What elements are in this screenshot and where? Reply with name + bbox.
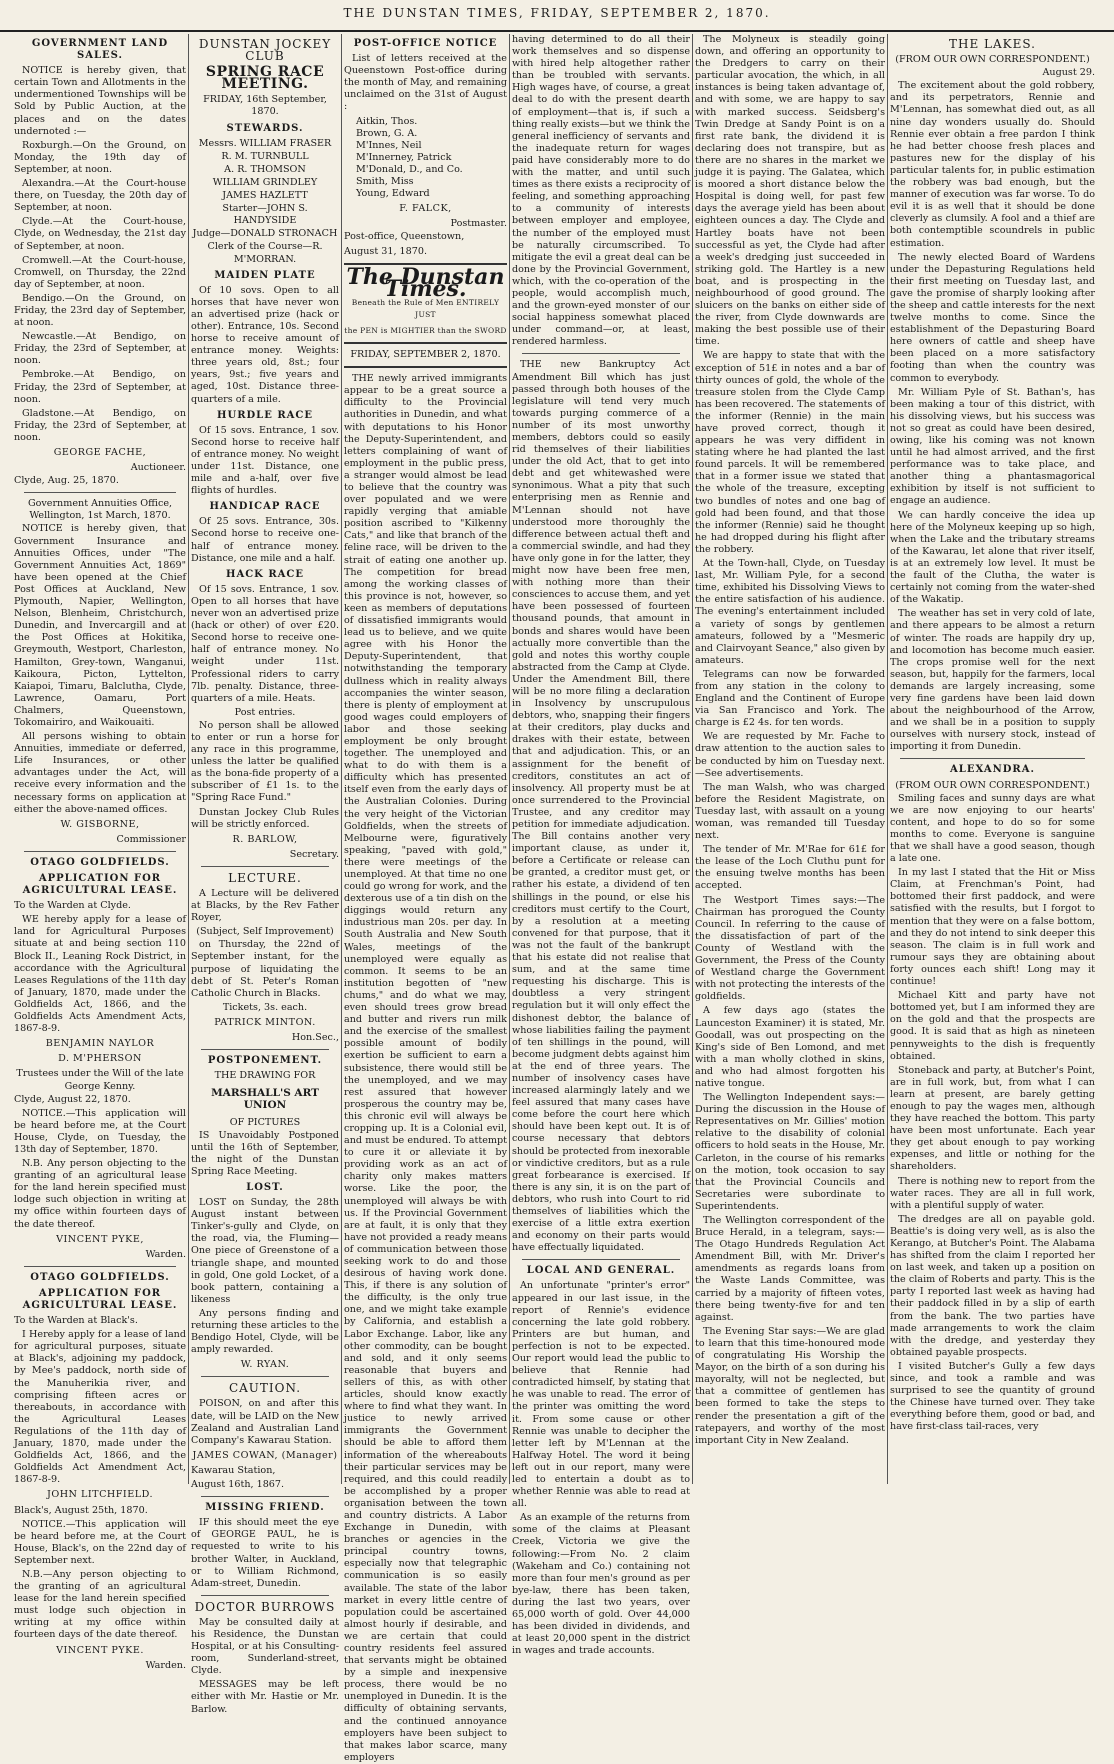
sale-item: Clyde.—At the Court-house, Clyde, on Wednesday, the 21st day of September, at noon. <box>14 216 186 252</box>
column-rule <box>341 34 342 1484</box>
warden-title: Warden. <box>145 1248 186 1260</box>
local-item: The Evening Star says:—We are glad to learn that this time-honoured mode of congratulating His Worship the Mayor, on the birth of a son during his mayoralty, will not be neglected, but that a committee of gentlemen has been formed to take the steps to render the presentation a gift of the ratepayers, and worthy of the most important City in New Zealand. <box>695 1325 885 1446</box>
lease-heading: APPLICATION FOR AGRICULTURAL LEASE. <box>22 873 178 897</box>
annuities-heading: Government Annuities Office, Wellington, 1st March, 1870. <box>27 498 173 522</box>
column-3 <box>344 34 507 1763</box>
divider <box>201 866 329 867</box>
dateline: Black's, August 25th, 1870. <box>14 1504 148 1516</box>
secretary-title: Secretary. <box>289 848 339 860</box>
sale-item: Bendigo.—On the Ground, on Friday, the 23rd day of September, at noon. <box>14 292 186 329</box>
race-details: Of 15 sovs. Entrance, 1 sov. Second horse to receive half of entrance money. No weight under 11st. Distance, one mile and a-half, over five flights of hurdles. <box>191 424 339 497</box>
caution-body: POISON, on and after this date, will be LAID on the New Zealand and Australian Land Company's Kawarau Station. <box>191 1398 339 1446</box>
lease-heading: APPLICATION FOR AGRICULTURAL LEASE. <box>22 1287 178 1311</box>
local-item: Telegrams can now be forwarded from any station in the colony to England and the Continent of Europe via San Francisco and York. The charge is £2 4s. for ten words. <box>695 668 885 729</box>
letter-name: Brown, G. A. <box>356 127 418 139</box>
alexandra-paragraph: I visited Butcher's Gully a few days since, and took a ramble and was surprised to see the quantity of ground the Chinese have turned over. They take everything before them, good or bad, and have first-class tail-races, very <box>890 1360 1095 1433</box>
masthead <box>0 0 1114 32</box>
steward: R. M. TURNBULL <box>221 150 309 162</box>
race-heading: HACK RACE <box>226 568 304 580</box>
alexandra-paragraph: In my last I stated that the Hit or Miss Claim, at Frenchman's Point, had bottomed their first paddock, and were satisfied with the results, but I forgot to mention that they were on a false bottom, and they do not intend to sink deeper this season. The claim is in full work and rumour says they are obtaining about forty ounces each shift! Long may it continue! <box>890 867 1095 988</box>
local-item: The tender of Mr. M'Rae for 61£ for the lease of the Loch Cluthu punt for the ensuing twelve months has been accepted. <box>695 844 885 892</box>
warden-address: To the Warden at Black's. <box>14 1315 138 1327</box>
lease-body: I Hereby apply for a lease of land for agricultural purposes, situate at Black's, adjoining my paddock, by Mee's paddock, north side of the Manuherikia river, and comprising fifteen acres or thereabouts, in accordance with the Agricultural Leases Regulations of the 11th day of January, 1870, made under the Goldfields Act, 1866, and the Goldfields Act Amendment Act, 1867-8-9. <box>14 1329 186 1486</box>
commissioner-name: W. GISBORNE, <box>60 818 140 830</box>
correspondent-line: (FROM OUR OWN CORRESPONDENT.) <box>895 779 1090 791</box>
divider <box>24 492 176 493</box>
sale-item: Newcastle.—At Bendigo, on Friday, the 23rd of September, at noon. <box>14 331 186 367</box>
lecture-heading: LECTURE. <box>228 870 302 885</box>
applicant-name: JOHN LITCHFIELD. <box>46 1489 153 1501</box>
dateline: August 31, 1870. <box>344 245 428 257</box>
column-rule <box>887 34 888 1484</box>
local-item: The Wellington correspondent of the Bruce Herald, in a telegram, says:—The Otago Hundreds Regulation Act Amendment Bill, with Mr. Driver's amendments as regards loans from the Waste Lands Committee, was carried by a majority of fifteen votes, there being twenty-five for and ten against. <box>695 1215 885 1323</box>
local-item: We are happy to state that with the exception of 51£ in notes and a bar of thirty ounces of gold, the whole of the treasure stolen from the Clyde Camp has been recovered. The statements of the informer (Rennie) in the main have proved correct, though it appears he was very diffident in stating where he had planted the last found parcels. It will be remembered that in a former issue we stated that the whole of the treasure, excepting two bundles of notes and one bag of gold had been found, and that those the informer (Rennie) said he thought he had dropped during his flight after the robbery. <box>695 350 885 555</box>
starter: Starter—JOHN S. HANDYSIDE <box>222 203 308 227</box>
lakes-paragraph: We can hardly conceive the idea up here of the Molyneux keeping up so high, when the Lake and the tributary streams of the Kawarau, let alone that river itself, is at an extremely low level. It must be the fault of the Clutha, the water is certainly not coming from the water-shed of the Wakatip. <box>890 509 1095 606</box>
masthead-title: THE DUNSTAN TIMES, FRIDAY, SEPTEMBER 2, 1870. <box>343 6 771 20</box>
lakes-paragraph: The excitement about the gold robbery, and its perpetrators, Rennie and M'Lennan, has somewhat died out, as all nine day wonders usually do. Should Rennie ever obtain a free pardon I think he had better choose fresh places and pastures new for the display of his particular talents for, in public estimation the robbery was bad enough, but the manner of execution was far worse. To do evil it is as well that it should be done cleverly as clumsily. A fool and a thief are both contemptible scoundrels in public estimation. <box>890 80 1095 249</box>
missing-body: IF this should meet the eye of GEORGE PAUL, he is requested to write to his brother Walter, in Auckland, or to William Richmond, Adam-street, Dunedin. <box>191 1517 339 1589</box>
divider <box>900 758 1085 759</box>
doctor-body: May be consulted daily at his Residence, the Dunstan Hospital, or at his Consulting-room, Sunderland-street, Clyde. <box>191 1616 339 1677</box>
local-item: The Molyneux is steadily going down, and offering an opportunity to the Dredgers to carry on their particular avocation, the which, in all instances is being taken advantage of, and with some, we are happy to say with marked success. Seidsberg's Twin Dredge at Sandy Point is on a first rate bank, the dividend it is declaring does not transpire, but as there are no shares in the market we judge it is paying. The Galatea, which is moored a short distance below the Hospital is doing well, for past few days the average yield has been about eighteen ounces a day. The Clyde and Hartley boats have not been successful as yet, the Clyde had after a week's dredging just succeeded in striking gold. The Hartley is a new boat, and is prospecting in the neighbourhood of good ground. The sluicers on the banks on either side of the river, from Clyde downwards are making the best possible use of their time. <box>695 34 885 348</box>
dateline: August 29. <box>1042 67 1095 79</box>
divider <box>24 1266 176 1267</box>
objection-note: N.B. Any person objecting to the granting of an agricultural lease for the land herein specified must lodge such objection in writing at my office within fourteen days of the date thereof. <box>14 1158 186 1230</box>
divider <box>24 851 176 852</box>
lost-body: Any persons finding and returning these articles to the Bendigo Hotel, Clyde, will be amply rewarded. <box>191 1307 339 1356</box>
correspondent-line: (FROM OUR OWN CORRESPONDENT.) <box>895 54 1090 66</box>
club-heading: DUNSTAN JOCKEY CLUB <box>198 37 332 64</box>
lost-heading: LOST. <box>246 1181 284 1193</box>
race-details: Of 25 sovs. Entrance, 30s. Second horse to receive one-half of entrance money. Distance, one mile and a half. <box>191 516 339 564</box>
hon-sec-name: PATRICK MINTON. <box>214 1016 316 1028</box>
pictures-line: OF PICTURES <box>229 1116 301 1128</box>
steward: A. R. THOMSON <box>224 163 306 175</box>
race-heading: HURDLE RACE <box>217 409 313 421</box>
divider <box>522 1259 680 1260</box>
lost-body: LOST on Sunday, the 28th August instant between Tinker's-gully and Clyde, on the road, via, the Fluming—One piece of Greenstone of a triangle shape, and mounted in gold, One gold Locket, of a book pattern, containing a likeness <box>191 1197 339 1305</box>
leader-date: FRIDAY, SEPTEMBER 2, 1870. <box>350 349 501 361</box>
post-office-intro: List of letters received at the Queenstown Post-office during the month of May, and remaining unclaimed on the 31st of August : <box>344 53 507 113</box>
column-rule <box>692 34 693 1484</box>
race-heading: HANDICAP RACE <box>209 501 321 513</box>
newspaper-motto: Beneath the Rule of Men ENTIRELY JUST <box>351 297 500 319</box>
warden-address: To the Warden at Clyde. <box>14 900 131 912</box>
steward: JAMES HAZLETT <box>222 190 308 202</box>
manager-name: JAMES COWAN, (Manager) <box>192 1449 338 1461</box>
race-details: Of 15 sovs. Entrance, 1 sov. Open to all horses that have never won an advertised prize (hack or other) of over £20. Second horse to receive one-half of entrance money. No weight under 11st. Professional riders to carry 7lb. penalty. Distance, three-quarters of a mile. Heats. <box>191 583 339 704</box>
local-item: At the Town-hall, Clyde, on Tuesday last, Mr. William Pyle, for a second time, exhibited his Dissolving Views to the entire satisfaction of his audience. The evening's entertainment included a variety of songs by gentlemen amateurs, followed by a "Mesmeric and Clairvoyant Seance," also given by amateurs. <box>695 558 885 666</box>
post-office-place: Post-office, Queenstown, <box>344 231 465 243</box>
column-rule <box>509 34 510 1484</box>
goldfields-heading: OTAGO GOLDFIELDS. <box>30 1271 170 1283</box>
letters-list <box>356 116 507 201</box>
warden-title: Warden. <box>145 1659 186 1671</box>
station-name: Kawarau Station, <box>191 1464 276 1476</box>
race-rules: Dunstan Jockey Club Rules will be strictly enforced. <box>191 806 339 830</box>
column-5 <box>695 34 885 1484</box>
race-details: Of 10 sovs. Open to all horses that have never won an advertised prize (hack or other). Entrance, 10s. Second horse to receive amount of entrance money. Weights: three years old, 8st.; four years, 9st.; five years and aged, 10st. Distance three-quarters of a mile. <box>191 284 339 405</box>
divider <box>344 366 507 368</box>
race-heading: MAIDEN PLATE <box>214 269 316 281</box>
land-sales-heading: GOVERNMENT LAND SALES. <box>31 38 169 62</box>
auctioneer-title: Auctioneer. <box>130 462 186 474</box>
land-sales-intro: NOTICE is hereby given, that certain Town and Allotments in the undermentioned Townships will be Sold by Public Auction, at the places and on the dates undernoted :— <box>14 65 186 137</box>
alexandra-paragraph: There is nothing new to report from the water races. They are all in full work, with a plentiful supply of water. <box>890 1175 1095 1211</box>
local-item: The Westport Times says:—The Chairman has prorogued the County Council. In referring to the cause of the dissatisfaction of part of the County of Westland with the Government, the Press of the County of Westland charge the Government with not protecting the interests of the goldfields. <box>695 894 885 1003</box>
lakes-paragraph: The weather has set in very cold of late, and there appears to be almost a return of winter. The roads are happily dry up, and locomotion has become much easier. The crops promise well for the next season, but, happily for the farmers, local demands are largely increasing, some very fine gardens have been laid down about the neighbourhood of the Arrow, and we shall be in a position to supply ourselves with nursery stock, instead of importing it from Dunedin. <box>890 608 1095 753</box>
lease-body: WE hereby apply for a lease of land for Agricultural Purposes situate at and being section 110 Block II., Leaning Rock District, in accordance with the Agricultural Leases Regulations of the 11th day of January, 1870, made under the Goldfields Act, 1866, and the Goldfields Acts Amendment Acts, 1867-8-9. <box>14 914 186 1035</box>
leader-article: THE newly arrived immigrants appear to be a great source a difficulty to the Provincial authorities in Dunedin, and what with deputations to his Honor the Deputy-Superintendent, and letters complaining of want of employment in the public press, a stranger would almost be lead to believe that the country was over populated and we were rapidly verging that amiable position ascribed to "Kilkenny Cats," and like that branch of the feline race, will be driven to the strait of eating one another up. The competition for bread among the working classes of this province is not, however, so keen as members of deputations of dissatisfied immigrants would lead us to believe, and we quite agree with his Honor the Deputy-Superintendent, that notwithstanding the temporary dullness which in reality always accompanies the winter season, there is plenty of employment at good wages could employers of labor and those seeking employment be only brought together. The unemployed and what to do with them is a difficulty which has presented itself even from the early days of the Australian Colonies. During the very height of the Victorian Goldfields, when the streets of Melbourne were, figuratively speaking, "paved with gold," there were meetings of the unemployed. At that time no one could go wrong for work, and the dexterous use of a tin dish on the diggings would return any industrious man 20s. per day. In South Australia and New South Wales, meetings of the unemployed were equally as common. It seems to be an institution begotten of "new chums," and do what we may, even should trees grow bread and butter and rivers run milk and the exercise of the smallest possible amount of bodily exertion be sufficient to earn a subsistence, there would still be the unemployed, and we may rest assured that however prosperous the country may be, this chronic evil will always be cropping up. It is a Colonial evil, and must be endured. To attempt to cure it or alleviate it by providing work as an act of charity only makes matters worse. Like the poor, the unemployed will always be with us. If the Provincial Government are at fault, it is only that they have not provided a ready means of communication between those seeking work to do and those desirous of having work done. This, if there is any solution of the difficulty, is the only true one, and we might take example by California, and establish a Labor Exchange. Labor, like any other commodity, can be bought and sold, and it only seems reasonable that buyers and sellers of this, as with other articles, should know exactly where to find what they want. In justice to newly arrived immigrants the Government should be able to afford them information of the whereabouts their particular services may be required, and this could readily be accomplished by a proper organisation between the town and country districts. A Labor Exchange in Dunedin, with branches or agencies in the principal country towns, especially now that telegraphic communication is so easily available. The state of the labor market in every little centre of population could be ascertained almost hourly if desirable, and we are certain that could country residents feel assured that servants might be obtained by a simple and inexpensive process, there would be no unemployed in Dunedin. It is the difficulty of obtaining servants, and the continued annoyance employers have been subject to that makes labor scarce, many employers <box>344 373 507 1763</box>
sale-item: Gladstone.—At Bendigo, on Friday, the 23rd of September, at noon. <box>14 407 186 443</box>
column-4 <box>512 34 690 1657</box>
lakes-heading: THE LAKES. <box>948 37 1036 51</box>
art-union-heading: MARSHALL'S ART UNION <box>211 1087 319 1112</box>
letter-name: M'Donald, D., and Co. <box>356 163 463 175</box>
warden-name: VINCENT PYKE, <box>56 1233 144 1245</box>
postmaster-title: Postmaster. <box>450 218 507 230</box>
bankruptcy-article: THE new Bankruptcy Act Amendment Bill which has just passed through both houses of the legislature will tend very much towards purging commerce of a number of its most unworthy members, debtors could so easily rid themselves of their liabilities under the old Act, that to get into debt and get whitewashed were synonimous. What a pity that such enterprising men as Rennie and M'Lennan should not have understood more thoroughly the difference between actual theft and a commercial swindle, and had they have only gone in for the latter, they might now have been free men, with nothing more than their consciences to accuse them, and yet have been possessed of fourteen thousand pounds, that amount in bonds and shares would have been actually more convertible than the gold and notes this worthy couple abstracted from the Camp at Clyde. Under the Amendment Bill, there will be no more filing a declaration in Insolvency by unscrupulous debtors, who, snapping their fingers at their creditors, play ducks and drakes with their estate, between that and adjudication. This, or an assignment for the benefit of creditors, constitutes an act of insolvency. All property must be at once surrendered to the Provincial Trustee, and any creditor may petition for immediate adjudication. The Bill contains another very important clause, as under it, before a Certificate or release can be granted, a creditor must get, or rather his estate, a dividend of ten shillings in the pound, or else his creditors must certify to the Court, by a resolution at a meeting convened for that purpose, that it was not the fault of the bankrupt that his estate did not realise that sum, and at the same time requesting his discharge. This is doubtless a very stringent regulation but it will only effect the dishonest debtor, the balance of whose liabilities failing the payment of ten shillings in the pound, will become judgment debts against him at the end of three years. The number of insolvency cases have increased alarmingly lately and we feel assured that many cases have come before the court here which should have been kept out. It is of course necessary that debtors should be protected from inexorable or vindictive creditors, but as a rule great forbearance is exercised. If there is any sin, it is on the part of debtors, who rush into Court to rid themselves of liabilities which the exercise of a little extra exertion and economy on their parts would have effectually liquidated. <box>512 359 690 1254</box>
lakes-paragraph: Mr. William Pyle of St. Bathan's, has been making a tour of this district, with his dissolving views, but his success was not so great as could have been desired, owing, like his coming was not known until he had almost arrived, and the first performance was to take place, and another thing a phantasmagorical exhibition by itself is not sufficient to engage an audience. <box>890 386 1095 507</box>
newspaper-title: The Dunstan Times. <box>346 263 505 302</box>
divider <box>201 1595 329 1596</box>
steward: Messrs. WILLIAM FRASER <box>198 137 332 149</box>
steward: WILLIAM GRINDLEY <box>212 176 318 188</box>
tickets-line: Tickets, 3s. each. <box>222 1001 308 1013</box>
newspaper-motto: the PEN is MIGHTIER than the SWORD <box>344 325 507 335</box>
alexandra-paragraph: The dredges are all on payable gold. Beattie's is doing very well, as is also the Kerango, at Butcher's Point. The Alabama has shifted from the claim I reported her on last week, and taken up a position on the claim of Roberts and party. This is the party I reported last week as having had their paddock filled in by a slip of earth from the bank. The two parties have made arrangements to work the claim with the dredge, and yesterday they obtained payable prospects. <box>890 1213 1095 1358</box>
letter-name: Smith, Miss <box>356 176 414 188</box>
alexandra-heading: ALEXANDRA. <box>950 764 1035 776</box>
caution-heading: CAUTION. <box>228 1381 302 1396</box>
sale-item: Cromwell.—At the Court-house, Cromwell, on Thursday, the 22nd day of September, at noon. <box>14 254 186 290</box>
applicant-name: BENJAMIN NAYLOR <box>45 1038 155 1050</box>
divider <box>201 1496 329 1497</box>
alexandra-paragraph: Stoneback and party, at Butcher's Point, are in full work, but, from what I can learn at present, are barely getting enough to pay the wages men, although they have reached the bottom. This party have been most unfortunate. Each year they get about enough to pay working expenses, and little or nothing for the shareholders. <box>890 1064 1095 1173</box>
column-6 <box>890 34 1095 1484</box>
divider <box>201 1376 329 1377</box>
hearing-notice: NOTICE.—This application will be heard before me, at the Court House, Clyde, on Tuesday, the 13th day of September, 1870. <box>14 1107 186 1155</box>
annuities-notice: All persons wishing to obtain Annuities, immediate or deferred, Life Insurances, or other advantages under the Act, will receive every information and the necessary forms on application at either the above-named offices. <box>14 731 186 815</box>
local-item: We are requested by Mr. Fache to draw attention to the auction sales to be conducted by him on Tuesday next.—See advertisements. <box>695 731 885 779</box>
lecture-notice: on Thursday, the 22nd of September instant, for the purpose of liquidating the debt of St. Peter's Roman Catholic Church in Blacks. <box>191 939 339 999</box>
postponement-body: IS Unavoidably Postponed until the 16th of September, the night of the Dunstan Spring Race Meeting. <box>191 1129 339 1177</box>
sale-item: Roxburgh.—On the Ground, on Monday, the 19th day of September, at noon. <box>14 139 186 175</box>
letter-name: M'Innerney, Patrick <box>356 151 452 163</box>
leader-continuation: having determined to do all their work themselves and so dispense with hired help altogether rather than be troubled with servants. High wages have, of course, a great deal to do with the present dearth of employment—that is, if such a thing really exists—but we think the general inefficiency of servants and the inadequate return for wages paid have considerably more to do with the matter, and until such times as there exists a reciprocity of feeling, and something approaching to a community of interests between employer and employee, the number of the employed must be naturally circumscribed. To mitigate the evil a great deal can be done by the Provincial Government, which, with the co-operation of the people, would accomplish much, and the grown-eyed monster of our social happiness somewhat placed under command—or, at least, rendered harmless. <box>512 34 690 348</box>
annuities-notice: NOTICE is hereby given, that Government Insurance and Annuities Offices, under "The Government Annuities Act, 1869" have been opened at the Chief Post Offices at Auckland, New Plymouth, Napier, Wellington, Nelson, Blenheim, Christchurch, Dunedin, and Invercargill and at the Post Offices at Hokitika, Greymouth, Westport, Charleston, Hamilton, Grey-town, Wanganui, Kaikoura, Picton, Lyttelton, Kaiapoi, Timaru, Balclutha, Clyde, Lawrence, Oamaru, Port Chalmers, Queenstown, Tokomairiro, and Waikouaiti. <box>14 523 186 728</box>
divider <box>201 1049 329 1050</box>
alexandra-paragraph: Smiling faces and sunny days are what we are now enjoying to our hearts' content, and hope to do so for some months to come. Everyone is sanguine that we shall have a good season, though a late one. <box>890 792 1095 865</box>
local-general-heading: LOCAL AND GENERAL. <box>526 1265 676 1277</box>
doctor-heading: DOCTOR BURROWS <box>194 1599 336 1614</box>
column-rule <box>188 34 189 1484</box>
letter-name: Aitkin, Thos. <box>356 115 418 127</box>
postponement-heading: POSTPONEMENT. <box>207 1055 323 1067</box>
local-item: The Wellington Independent says:—During the discussion in the House of Representatives on Mr. Gillies' motion relative to the disability of colonial officers to hold seats in the House, Mr. Carleton, in the course of his remarks on the motion, took occasion to say that the Provincial Councils and Secretaries were subordinate to Superintendents. <box>695 1092 885 1212</box>
meeting-date: FRIDAY, 16th September, 1870. <box>203 94 327 118</box>
applicant-name: D. M'PHERSON <box>58 1053 142 1065</box>
race-rules: No person shall be allowed to enter or run a horse for any race in this programme, unless the latter be qualified as the bona-fide property of a subscriber of £1 1s. to the "Spring Race Fund." <box>191 719 339 804</box>
local-item: The man Walsh, who was charged before the Resident Magistrate, on Tuesday last, with assault on a young woman, was remanded till Tuesday next. <box>695 781 885 842</box>
sale-item: Alexandra.—At the Court-house there, on Tuesday, the 20th day of September, at noon. <box>14 178 186 214</box>
letter-name: M'Innes, Neil <box>356 139 422 151</box>
letter-name: Young, Edward <box>356 188 430 200</box>
auctioneer-name: GEORGE FACHE, <box>53 447 147 458</box>
judge: Judge—DONALD STRONACH <box>192 228 338 240</box>
objection-note: N.B.—Any person objecting to the granting of an agricultural lease for the land herein specified must lodge such objection in writing at my office within fourteen days of the date thereof. <box>14 1568 186 1641</box>
dateline: Clyde, Aug. 25, 1870. <box>14 475 119 487</box>
lecture-notice: A Lecture will be delivered at Blacks, by the Rev Father Royer, <box>191 888 339 924</box>
dateline: August 16th, 1867. <box>191 1479 285 1491</box>
divider <box>344 342 507 344</box>
stewards-heading: STEWARDS. <box>226 122 304 134</box>
column-1 <box>14 34 186 1671</box>
warden-name: VINCENT PYKE. <box>56 1644 144 1656</box>
local-item: A few days ago (states the Launceston Examiner) it is stated, Mr. Goodall, was out prospecting on the King's side of Ben Lomond, and met with a man wholly clothed in skins, and who had almost forgotten his native tongue. <box>695 1005 885 1089</box>
divider <box>522 353 680 354</box>
postmaster-name: F. FALCK, <box>399 203 452 215</box>
clerk: Clerk of the Course—R. M'MORRAN. <box>207 241 323 265</box>
hon-sec-title: Hon.Sec., <box>291 1032 339 1044</box>
trustees-line: Trustees under the Will of the late George Kenny. <box>16 1068 184 1092</box>
lecture-subject: (Subject, Self Improvement) <box>196 926 334 938</box>
column-2 <box>191 34 339 1715</box>
local-item: An unfortunate "printer's error" appeared in our last issue, in the report of Rennie's evidence concerning the late gold robbery. Printers are but human, and perfection is not to be expected. Our report would lead the public to believe that Rennie had contradicted himself, by stating that he was unable to read. The error of the printer was omitting the word it. From some cause or other Rennie was unable to decipher the letter left by M'Lennan at the Halfway Hotel. The word it being left out in our report, many were led to entertain a doubt as to whether Rennie was able to read at all. <box>512 1280 690 1510</box>
messages-body: MESSAGES may be left either with Mr. Hastie or Mr. Barlow. <box>191 1679 339 1715</box>
sale-item: Pembroke.—At Bendigo, on Friday, the 23rd of September, at noon. <box>14 369 186 405</box>
drawing-line: THE DRAWING FOR <box>214 1070 316 1082</box>
hearing-notice: NOTICE.—This application will be heard before me, at the Court House, Black's, on the 22nd day of September next. <box>14 1518 186 1566</box>
post-entries: Post entries. <box>234 706 296 718</box>
alexandra-paragraph: Michael Kitt and party have not bottomed yet, but I am informed they are on the gold and that the prospects are good. It is said that as high as nineteen pennyweights to the dish is frequently obtained. <box>890 990 1095 1062</box>
meeting-heading: SPRING RACE MEETING. <box>205 64 325 93</box>
post-office-heading: POST-OFFICE NOTICE <box>353 38 498 49</box>
lakes-paragraph: The newly elected Board of Wardens under the Depasturing Regulations held their first meeting on Tuesday last, and gave the promise of sharply looking after the sheep and cattle interests for the next twelve months to come. Since the establishment of the Depasturing Board here owners of cattle and sheep have been placed on a more satisfactory footing than when the country was common to everybody. <box>890 251 1095 384</box>
dateline: Clyde, August 22, 1870. <box>14 1093 131 1105</box>
commissioner-title: Commissioner <box>116 833 186 845</box>
missing-heading: MISSING FRIEND. <box>205 1502 325 1514</box>
goldfields-heading: OTAGO GOLDFIELDS. <box>30 856 170 868</box>
secretary-name: R. BARLOW, <box>232 833 298 845</box>
local-item: As an example of the returns from some of the claims at Pleasant Creek, Victoria we give the following:—From No. 2 claim (Wakeham and Co.) containing not more than four men's ground as per bye-law, there has been taken, during the last two years, over 65,000 worth of gold. Over 44,000 has been divided in dividends, and at least 20,000 spent in the district in wages and trade accounts. <box>512 1512 690 1657</box>
lost-signature: W. RYAN. <box>240 1359 290 1371</box>
